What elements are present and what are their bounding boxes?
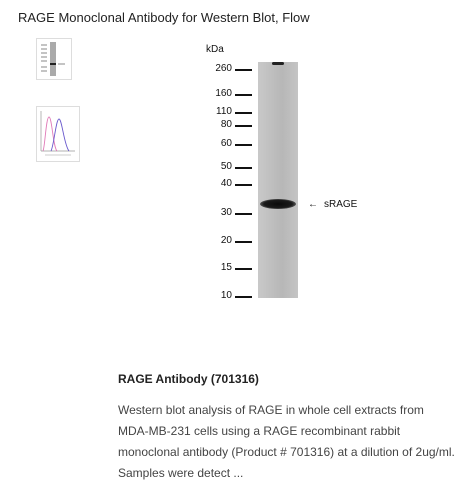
left-arrow-icon: ← xyxy=(308,199,318,210)
flow-cytometry-thumbnail[interactable] xyxy=(36,106,80,162)
marker-160: 160 xyxy=(190,88,252,100)
srage-band xyxy=(260,199,296,209)
marker-50: 50 xyxy=(190,161,252,173)
marker-20: 20 xyxy=(190,235,252,247)
marker-110: 110 xyxy=(190,106,252,118)
srage-label-text: sRAGE xyxy=(324,199,358,210)
marker-40: 40 xyxy=(190,178,252,190)
page-title: RAGE Monoclonal Antibody for Western Blot, Flow xyxy=(18,10,310,25)
histogram-thumbnail-icon xyxy=(37,107,79,161)
product-description: Western blot analysis of RAGE in whole cell extracts from MDA-MB-231 cells using a RAGE recombinant rabbit monoclonal antibody (Product # 701316) at a dilution of 2ug/ml. Samples were detect ... xyxy=(118,403,455,480)
kda-unit-label: kDa xyxy=(206,44,224,55)
marker-80: 80 xyxy=(190,119,252,131)
marker-10: 10 xyxy=(190,290,252,302)
western-blot-image xyxy=(190,44,390,306)
marker-15: 15 xyxy=(190,262,252,274)
marker-260: 260 xyxy=(190,63,252,75)
product-title: RAGE Antibody (701316) xyxy=(118,372,259,386)
marker-30: 30 xyxy=(190,207,252,219)
blot-lane xyxy=(258,62,298,298)
blot-top-band xyxy=(272,62,284,65)
western-blot-thumbnail-icon xyxy=(37,39,71,79)
marker-60: 60 xyxy=(190,138,252,150)
srage-label xyxy=(308,199,357,210)
western-blot-thumbnail[interactable] xyxy=(36,38,72,80)
